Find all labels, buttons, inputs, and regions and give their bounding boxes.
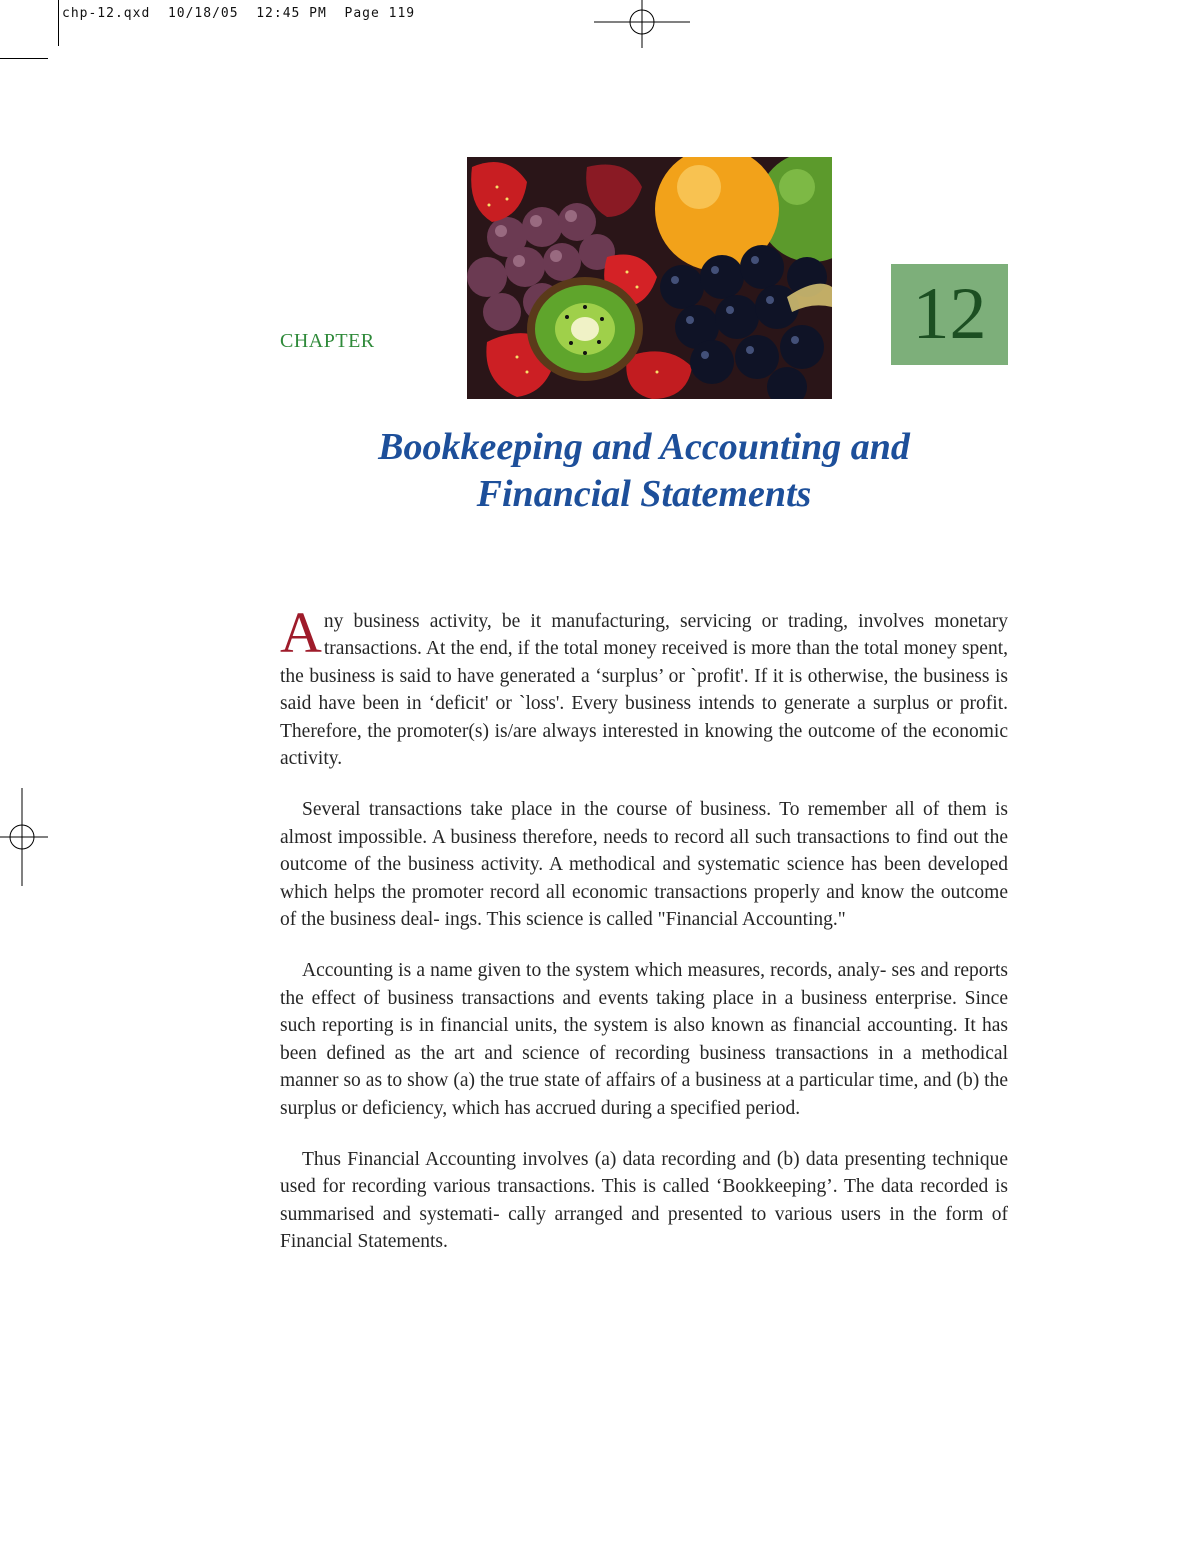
slug-file: chp-12.qxd bbox=[62, 6, 151, 21]
paragraph-1 bbox=[280, 600, 1008, 772]
chapter-title bbox=[280, 424, 1008, 518]
body-text bbox=[280, 600, 1008, 1280]
chapter-label: CHAPTER bbox=[280, 330, 375, 352]
registration-mark-left-icon bbox=[0, 788, 48, 886]
drop-cap: A bbox=[280, 600, 322, 665]
chapter-title-line-1: Bookkeeping and Accounting and bbox=[378, 426, 910, 468]
fruit-photo-illustration bbox=[467, 157, 832, 399]
printer-slug bbox=[62, 6, 415, 21]
slug-time: 12:45 PM bbox=[256, 6, 327, 21]
paragraph-2: Several transactions take place in the course of business. To remember all of them is almost impossible. A business therefore, needs to record all such transactions to find out the outcome of the business activity. A methodical and systematic science has been developed which helps the promoter record all economic transactions properly and know the outcome of the business deal- ings. This science is called "Financial Accounting." bbox=[280, 799, 1008, 931]
slug-date: 10/18/05 bbox=[167, 6, 239, 21]
registration-mark-icon bbox=[594, 0, 690, 48]
slug-page-number: 119 bbox=[388, 6, 416, 21]
chapter-title-line-2: Financial Statements bbox=[476, 473, 812, 515]
chapter-number-box: 12 bbox=[891, 264, 1008, 365]
slug-page-word: Page bbox=[344, 6, 380, 21]
crop-mark-top-left-vertical bbox=[58, 0, 59, 46]
paragraph-4: Thus Financial Accounting involves (a) data recording and (b) data presenting technique used for recording various transactions. This is called ‘Bookkeeping’. The data recorded is summarised and systemati- cally arranged and presented to various users in the form of Financial Statements. bbox=[280, 1148, 1008, 1253]
fruit-photo bbox=[467, 157, 832, 399]
paragraph-1-text: ny business activity, be it manufacturing, servicing or trading, involves monetary transactions. At the end, if the total money received is more than the total money spent, the business is said to have generated a ‘surplus’ or `profit'. If it is otherwise, the business is said have been in ‘deficit' or `loss'. Every business intends to generate a surplus or profit. Therefore, the promoter(s) is/are always interested in knowing the outcome of the economic activity. bbox=[280, 611, 1008, 770]
crop-mark-top-left-horizontal bbox=[0, 58, 48, 59]
paragraph-3: Accounting is a name given to the system which measures, records, analy- ses and reports the effect of business transactions and events taking place in a business enterprise. Since such reporting is in financial units, the system is also known as financial accounting. It has been defined as the art and science of recording business transactions in a methodical manner so as to show (a) the true state of affairs of a business at a particular time, and (b) the surplus or deficiency, which has accrued during a specified period. bbox=[280, 960, 1008, 1119]
